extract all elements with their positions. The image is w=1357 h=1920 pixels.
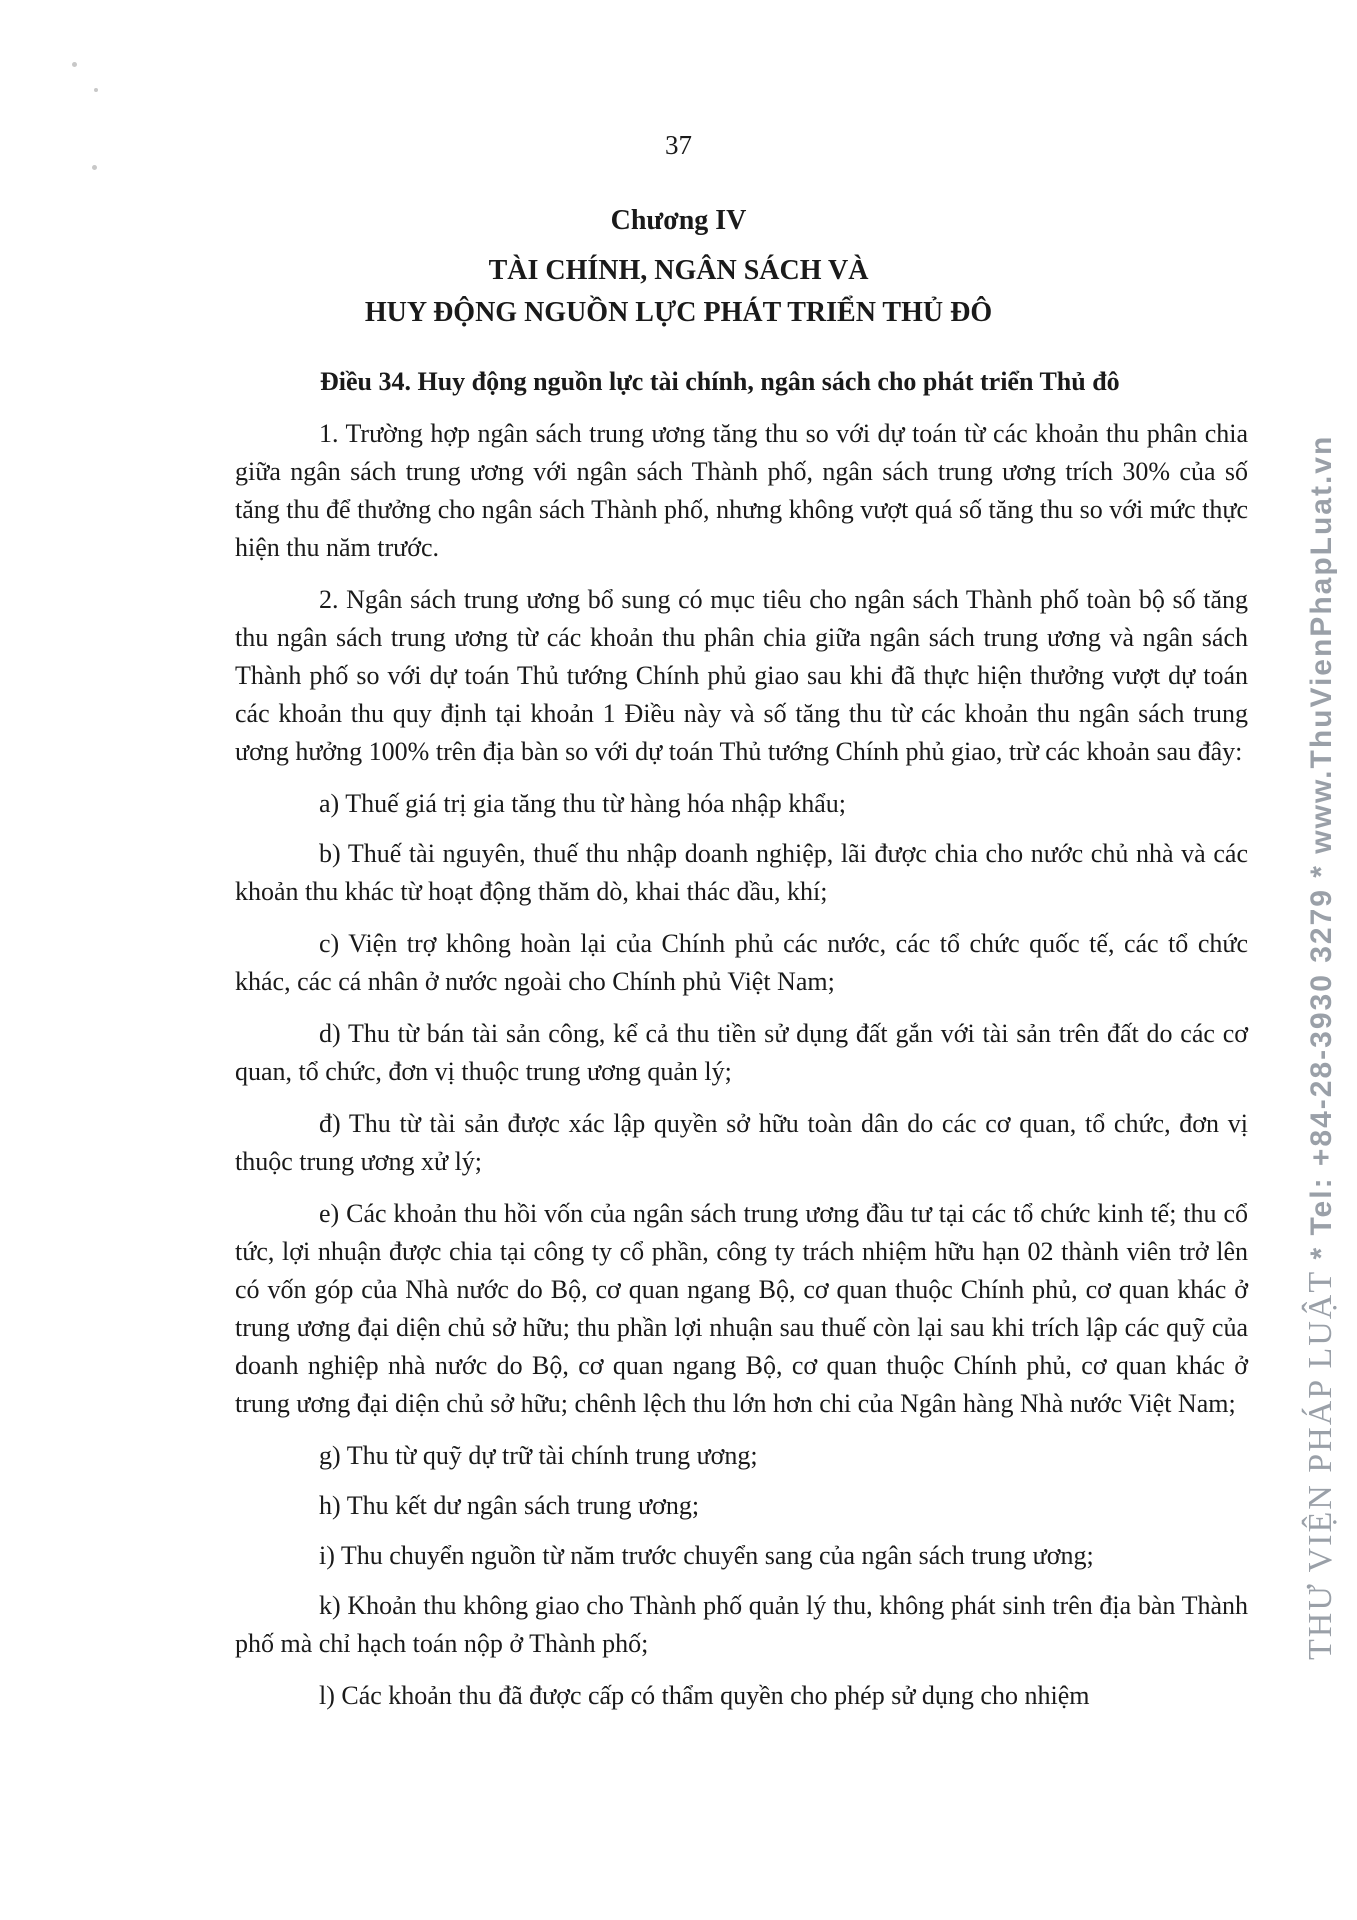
paragraph-item-l: l) Các khoản thu đã được cấp có thẩm quyền cho phép sử dụng cho nhiệm: [319, 1681, 1090, 1710]
paragraph-item-c: c) Viện trợ không hoàn lại của Chính phủ các nước, các tổ chức quốc tế, các tổ chức khác, các cá nhân ở nước ngoài cho Chính phủ Việt Nam;: [235, 929, 1248, 996]
watermark-contact: * Tel: +84-28-3930 3279 * www.ThuVienPhapLuat.vn: [1305, 434, 1338, 1270]
chapter-heading: Chương IV: [610, 205, 747, 236]
scan-speck: [92, 165, 97, 170]
scan-speck: [94, 88, 98, 92]
watermark: [1262, 360, 1342, 1660]
paragraph-item-a: a) Thuế giá trị gia tăng thu từ hàng hóa nhập khẩu;: [319, 789, 846, 818]
page-number: 37: [665, 130, 692, 160]
paragraph-clause-2: 2. Ngân sách trung ương bổ sung có mục tiêu cho ngân sách Thành phố toàn bộ số tăng thu ngân sách trung ương từ các khoản thu phân chia giữa ngân sách trung ương và ngân sách Thành phố so với dự toán Thủ tướng Chính phủ giao sau khi đã thực hiện thưởng vượt dự toán các khoản thu quy định tại khoản 1 Điều này và số tăng thu từ các khoản thu ngân sách trung ương hưởng 100% trên địa bàn so với dự toán Thủ tướng Chính phủ giao, trừ các khoản sau đây:: [235, 585, 1248, 766]
scan-speck: [72, 62, 77, 67]
paragraph-item-dd: đ) Thu từ tài sản được xác lập quyền sở hữu toàn dân do các cơ quan, tổ chức, đơn vị thuộc trung ương xử lý;: [235, 1109, 1248, 1176]
paragraph-item-h: h) Thu kết dư ngân sách trung ương;: [319, 1491, 700, 1520]
article-body: [235, 415, 1248, 1729]
watermark-name: THƯ VIỆN PHÁP LUẬT: [1302, 1269, 1339, 1660]
watermark-text: [1302, 435, 1340, 1660]
article-heading: Điều 34. Huy động nguồn lực tài chính, ngân sách cho phát triển Thủ đô: [320, 367, 1120, 396]
chapter-title-line-1: TÀI CHÍNH, NGÂN SÁCH VÀ: [488, 255, 869, 286]
paragraph-clause-1: 1. Trường hợp ngân sách trung ương tăng thu so với dự toán từ các khoản thu phân chia giữa ngân sách trung ương với ngân sách Thành phố, ngân sách trung ương trích 30% của số tăng thu để thưởng cho ngân sách Thành phố, nhưng không vượt quá số tăng thu so với mức thực hiện thu năm trước.: [235, 419, 1248, 562]
paragraph-item-g: g) Thu từ quỹ dự trữ tài chính trung ương;: [319, 1441, 758, 1470]
paragraph-item-d: d) Thu từ bán tài sản công, kể cả thu tiền sử dụng đất gắn với tài sản trên đất do các cơ quan, tổ chức, đơn vị thuộc trung ương quản lý;: [235, 1019, 1248, 1086]
paragraph-item-e: e) Các khoản thu hồi vốn của ngân sách trung ương đầu tư tại các tổ chức kinh tế; thu cổ tức, lợi nhuận được chia tại công ty cổ phần, công ty trách nhiệm hữu hạn 02 thành viên trở lên có vốn góp của Nhà nước do Bộ, cơ quan ngang Bộ, cơ quan thuộc Chính phủ, cơ quan khác ở trung ương đại diện chủ sở hữu; thu phần lợi nhuận sau thuế còn lại sau khi trích lập các quỹ của doanh nghiệp nhà nước do Bộ, cơ quan ngang Bộ, cơ quan thuộc Chính phủ, cơ quan khác ở trung ương đại diện chủ sở hữu; chênh lệch thu lớn hơn chi của Ngân hàng Nhà nước Việt Nam;: [235, 1199, 1248, 1418]
paragraph-item-b: b) Thuế tài nguyên, thuế thu nhập doanh nghiệp, lãi được chia cho nước chủ nhà và các khoản thu khác từ hoạt động thăm dò, khai thác dầu, khí;: [235, 839, 1248, 906]
paragraph-item-i: i) Thu chuyển nguồn từ năm trước chuyển sang của ngân sách trung ương;: [319, 1541, 1094, 1570]
paragraph-item-k: k) Khoản thu không giao cho Thành phố quản lý thu, không phát sinh trên địa bàn Thành phố mà chỉ hạch toán nộp ở Thành phố;: [235, 1591, 1248, 1658]
chapter-title: [0, 250, 1357, 334]
chapter-title-line-2: HUY ĐỘNG NGUỒN LỰC PHÁT TRIỂN THỦ ĐÔ: [364, 297, 993, 328]
